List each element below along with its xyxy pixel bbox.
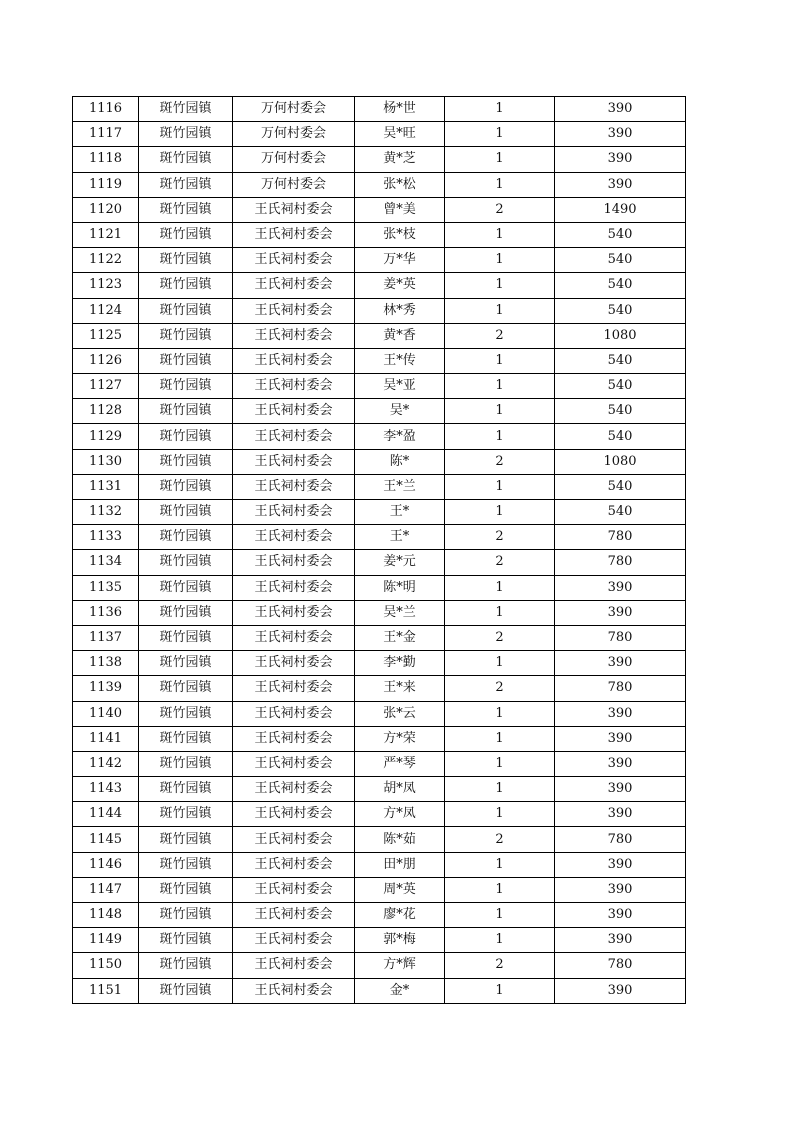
amount-cell: 780: [555, 953, 686, 978]
village-committee-cell: 王氏祠村委会: [233, 751, 355, 776]
name-cell: 田*朋: [355, 852, 445, 877]
amount-cell: 390: [555, 777, 686, 802]
table-row: [73, 122, 686, 147]
row-number-cell: 1118: [73, 147, 139, 172]
row-number-cell: 1136: [73, 600, 139, 625]
town-cell: 斑竹园镇: [139, 424, 233, 449]
table-body: [73, 97, 686, 1004]
row-number-cell: 1147: [73, 877, 139, 902]
village-committee-cell: 王氏祠村委会: [233, 449, 355, 474]
town-cell: 斑竹园镇: [139, 777, 233, 802]
row-number-cell: 1128: [73, 399, 139, 424]
town-cell: 斑竹园镇: [139, 550, 233, 575]
row-number-cell: 1131: [73, 474, 139, 499]
village-committee-cell: 万何村委会: [233, 97, 355, 122]
amount-cell: 390: [555, 701, 686, 726]
household-count-cell: 1: [445, 348, 555, 373]
household-count-cell: 1: [445, 852, 555, 877]
village-committee-cell: 王氏祠村委会: [233, 474, 355, 499]
village-committee-cell: 王氏祠村委会: [233, 525, 355, 550]
town-cell: 斑竹园镇: [139, 928, 233, 953]
table-row: [73, 248, 686, 273]
household-count-cell: 2: [445, 525, 555, 550]
row-number-cell: 1129: [73, 424, 139, 449]
town-cell: 斑竹园镇: [139, 399, 233, 424]
name-cell: 李*盈: [355, 424, 445, 449]
town-cell: 斑竹园镇: [139, 147, 233, 172]
row-number-cell: 1122: [73, 248, 139, 273]
household-count-cell: 1: [445, 777, 555, 802]
row-number-cell: 1121: [73, 222, 139, 247]
table-row: [73, 953, 686, 978]
row-number-cell: 1140: [73, 701, 139, 726]
amount-cell: 780: [555, 676, 686, 701]
household-count-cell: 1: [445, 802, 555, 827]
name-cell: 陈*茹: [355, 827, 445, 852]
village-committee-cell: 王氏祠村委会: [233, 852, 355, 877]
village-committee-cell: 王氏祠村委会: [233, 273, 355, 298]
household-count-cell: 1: [445, 751, 555, 776]
village-committee-cell: 王氏祠村委会: [233, 701, 355, 726]
name-cell: 方*辉: [355, 953, 445, 978]
table-row: [73, 399, 686, 424]
household-count-cell: 1: [445, 877, 555, 902]
name-cell: 金*: [355, 978, 445, 1003]
village-committee-cell: 王氏祠村委会: [233, 550, 355, 575]
row-number-cell: 1134: [73, 550, 139, 575]
village-committee-cell: 王氏祠村委会: [233, 500, 355, 525]
row-number-cell: 1146: [73, 852, 139, 877]
village-committee-cell: 王氏祠村委会: [233, 600, 355, 625]
household-count-cell: 1: [445, 726, 555, 751]
town-cell: 斑竹园镇: [139, 122, 233, 147]
household-count-cell: 2: [445, 953, 555, 978]
town-cell: 斑竹园镇: [139, 676, 233, 701]
amount-cell: 540: [555, 474, 686, 499]
table-row: [73, 197, 686, 222]
village-committee-cell: 王氏祠村委会: [233, 676, 355, 701]
row-number-cell: 1127: [73, 374, 139, 399]
town-cell: 斑竹园镇: [139, 449, 233, 474]
name-cell: 胡*凤: [355, 777, 445, 802]
household-count-cell: 2: [445, 550, 555, 575]
amount-cell: 390: [555, 903, 686, 928]
amount-cell: 540: [555, 500, 686, 525]
name-cell: 廖*花: [355, 903, 445, 928]
town-cell: 斑竹园镇: [139, 500, 233, 525]
town-cell: 斑竹园镇: [139, 600, 233, 625]
amount-cell: 540: [555, 399, 686, 424]
name-cell: 周*英: [355, 877, 445, 902]
row-number-cell: 1143: [73, 777, 139, 802]
town-cell: 斑竹园镇: [139, 827, 233, 852]
village-committee-cell: 王氏祠村委会: [233, 777, 355, 802]
name-cell: 吴*兰: [355, 600, 445, 625]
table-row: [73, 903, 686, 928]
village-committee-cell: 王氏祠村委会: [233, 651, 355, 676]
village-committee-cell: 王氏祠村委会: [233, 399, 355, 424]
name-cell: 王*兰: [355, 474, 445, 499]
amount-cell: 780: [555, 550, 686, 575]
table-row: [73, 323, 686, 348]
name-cell: 黄*芝: [355, 147, 445, 172]
name-cell: 吴*: [355, 399, 445, 424]
table-row: [73, 600, 686, 625]
data-table: [72, 96, 686, 1004]
amount-cell: 390: [555, 978, 686, 1003]
table-row: [73, 273, 686, 298]
table-row: [73, 726, 686, 751]
table-row: [73, 424, 686, 449]
name-cell: 陈*明: [355, 575, 445, 600]
name-cell: 王*来: [355, 676, 445, 701]
household-count-cell: 2: [445, 827, 555, 852]
table-row: [73, 802, 686, 827]
name-cell: 曾*美: [355, 197, 445, 222]
town-cell: 斑竹园镇: [139, 953, 233, 978]
amount-cell: 390: [555, 877, 686, 902]
household-count-cell: 2: [445, 323, 555, 348]
table-row: [73, 978, 686, 1003]
table-row: [73, 550, 686, 575]
name-cell: 方*凤: [355, 802, 445, 827]
table-row: [73, 651, 686, 676]
row-number-cell: 1124: [73, 298, 139, 323]
town-cell: 斑竹园镇: [139, 197, 233, 222]
amount-cell: 390: [555, 928, 686, 953]
household-count-cell: 1: [445, 903, 555, 928]
table-row: [73, 751, 686, 776]
table-row: [73, 827, 686, 852]
row-number-cell: 1135: [73, 575, 139, 600]
table-row: [73, 852, 686, 877]
town-cell: 斑竹园镇: [139, 751, 233, 776]
village-committee-cell: 王氏祠村委会: [233, 978, 355, 1003]
row-number-cell: 1126: [73, 348, 139, 373]
amount-cell: 390: [555, 147, 686, 172]
name-cell: 郭*梅: [355, 928, 445, 953]
household-count-cell: 2: [445, 197, 555, 222]
village-committee-cell: 王氏祠村委会: [233, 248, 355, 273]
name-cell: 陈*: [355, 449, 445, 474]
amount-cell: 390: [555, 122, 686, 147]
town-cell: 斑竹园镇: [139, 298, 233, 323]
table-row: [73, 701, 686, 726]
village-committee-cell: 王氏祠村委会: [233, 726, 355, 751]
town-cell: 斑竹园镇: [139, 877, 233, 902]
village-committee-cell: 王氏祠村委会: [233, 953, 355, 978]
table-row: [73, 97, 686, 122]
amount-cell: 780: [555, 525, 686, 550]
amount-cell: 1080: [555, 449, 686, 474]
table-row: [73, 449, 686, 474]
town-cell: 斑竹园镇: [139, 575, 233, 600]
amount-cell: 390: [555, 726, 686, 751]
household-count-cell: 1: [445, 172, 555, 197]
row-number-cell: 1130: [73, 449, 139, 474]
village-committee-cell: 王氏祠村委会: [233, 802, 355, 827]
table-row: [73, 348, 686, 373]
household-count-cell: 1: [445, 474, 555, 499]
row-number-cell: 1149: [73, 928, 139, 953]
village-committee-cell: 王氏祠村委会: [233, 625, 355, 650]
amount-cell: 390: [555, 575, 686, 600]
amount-cell: 390: [555, 172, 686, 197]
row-number-cell: 1144: [73, 802, 139, 827]
amount-cell: 780: [555, 827, 686, 852]
row-number-cell: 1132: [73, 500, 139, 525]
name-cell: 杨*世: [355, 97, 445, 122]
town-cell: 斑竹园镇: [139, 903, 233, 928]
village-committee-cell: 万何村委会: [233, 122, 355, 147]
village-committee-cell: 王氏祠村委会: [233, 197, 355, 222]
amount-cell: 780: [555, 625, 686, 650]
name-cell: 张*枝: [355, 222, 445, 247]
town-cell: 斑竹园镇: [139, 525, 233, 550]
table-row: [73, 575, 686, 600]
amount-cell: 390: [555, 651, 686, 676]
household-count-cell: 1: [445, 147, 555, 172]
table-row: [73, 777, 686, 802]
name-cell: 方*荣: [355, 726, 445, 751]
table-row: [73, 474, 686, 499]
village-committee-cell: 王氏祠村委会: [233, 903, 355, 928]
table-row: [73, 172, 686, 197]
row-number-cell: 1119: [73, 172, 139, 197]
amount-cell: 540: [555, 222, 686, 247]
table-row: [73, 928, 686, 953]
name-cell: 王*金: [355, 625, 445, 650]
village-committee-cell: 王氏祠村委会: [233, 348, 355, 373]
name-cell: 姜*元: [355, 550, 445, 575]
household-count-cell: 1: [445, 575, 555, 600]
household-count-cell: 1: [445, 500, 555, 525]
table-row: [73, 298, 686, 323]
row-number-cell: 1116: [73, 97, 139, 122]
row-number-cell: 1120: [73, 197, 139, 222]
town-cell: 斑竹园镇: [139, 97, 233, 122]
household-count-cell: 1: [445, 122, 555, 147]
household-count-cell: 1: [445, 928, 555, 953]
town-cell: 斑竹园镇: [139, 273, 233, 298]
row-number-cell: 1138: [73, 651, 139, 676]
village-committee-cell: 万何村委会: [233, 172, 355, 197]
household-count-cell: 1: [445, 222, 555, 247]
table-row: [73, 877, 686, 902]
town-cell: 斑竹园镇: [139, 726, 233, 751]
village-committee-cell: 王氏祠村委会: [233, 298, 355, 323]
household-count-cell: 1: [445, 248, 555, 273]
name-cell: 王*: [355, 525, 445, 550]
household-count-cell: 1: [445, 651, 555, 676]
town-cell: 斑竹园镇: [139, 323, 233, 348]
name-cell: 张*松: [355, 172, 445, 197]
village-committee-cell: 王氏祠村委会: [233, 928, 355, 953]
household-count-cell: 2: [445, 625, 555, 650]
household-count-cell: 1: [445, 399, 555, 424]
name-cell: 黄*香: [355, 323, 445, 348]
household-count-cell: 1: [445, 701, 555, 726]
row-number-cell: 1148: [73, 903, 139, 928]
household-count-cell: 1: [445, 97, 555, 122]
town-cell: 斑竹园镇: [139, 978, 233, 1003]
household-count-cell: 2: [445, 676, 555, 701]
name-cell: 张*云: [355, 701, 445, 726]
amount-cell: 390: [555, 852, 686, 877]
household-count-cell: 1: [445, 978, 555, 1003]
name-cell: 吴*亚: [355, 374, 445, 399]
village-committee-cell: 王氏祠村委会: [233, 323, 355, 348]
town-cell: 斑竹园镇: [139, 248, 233, 273]
household-count-cell: 1: [445, 298, 555, 323]
name-cell: 严*琴: [355, 751, 445, 776]
amount-cell: 1080: [555, 323, 686, 348]
row-number-cell: 1139: [73, 676, 139, 701]
name-cell: 吴*旺: [355, 122, 445, 147]
name-cell: 林*秀: [355, 298, 445, 323]
village-committee-cell: 王氏祠村委会: [233, 424, 355, 449]
amount-cell: 540: [555, 273, 686, 298]
table-row: [73, 374, 686, 399]
name-cell: 姜*英: [355, 273, 445, 298]
name-cell: 李*勤: [355, 651, 445, 676]
table-row: [73, 676, 686, 701]
village-committee-cell: 王氏祠村委会: [233, 222, 355, 247]
town-cell: 斑竹园镇: [139, 651, 233, 676]
row-number-cell: 1125: [73, 323, 139, 348]
household-count-cell: 1: [445, 424, 555, 449]
village-committee-cell: 王氏祠村委会: [233, 877, 355, 902]
amount-cell: 390: [555, 751, 686, 776]
amount-cell: 540: [555, 374, 686, 399]
name-cell: 万*华: [355, 248, 445, 273]
amount-cell: 540: [555, 248, 686, 273]
amount-cell: 540: [555, 424, 686, 449]
household-count-cell: 1: [445, 374, 555, 399]
row-number-cell: 1151: [73, 978, 139, 1003]
amount-cell: 390: [555, 802, 686, 827]
amount-cell: 1490: [555, 197, 686, 222]
table-row: [73, 525, 686, 550]
town-cell: 斑竹园镇: [139, 474, 233, 499]
row-number-cell: 1137: [73, 625, 139, 650]
household-count-cell: 1: [445, 273, 555, 298]
amount-cell: 390: [555, 600, 686, 625]
village-committee-cell: 王氏祠村委会: [233, 575, 355, 600]
table-row: [73, 222, 686, 247]
town-cell: 斑竹园镇: [139, 802, 233, 827]
table-row: [73, 147, 686, 172]
town-cell: 斑竹园镇: [139, 222, 233, 247]
row-number-cell: 1145: [73, 827, 139, 852]
row-number-cell: 1123: [73, 273, 139, 298]
amount-cell: 540: [555, 348, 686, 373]
town-cell: 斑竹园镇: [139, 172, 233, 197]
table-row: [73, 500, 686, 525]
name-cell: 王*传: [355, 348, 445, 373]
name-cell: 王*: [355, 500, 445, 525]
row-number-cell: 1117: [73, 122, 139, 147]
town-cell: 斑竹园镇: [139, 625, 233, 650]
amount-cell: 540: [555, 298, 686, 323]
village-committee-cell: 王氏祠村委会: [233, 374, 355, 399]
row-number-cell: 1142: [73, 751, 139, 776]
village-committee-cell: 万何村委会: [233, 147, 355, 172]
amount-cell: 390: [555, 97, 686, 122]
village-committee-cell: 王氏祠村委会: [233, 827, 355, 852]
town-cell: 斑竹园镇: [139, 852, 233, 877]
town-cell: 斑竹园镇: [139, 348, 233, 373]
town-cell: 斑竹园镇: [139, 701, 233, 726]
household-count-cell: 2: [445, 449, 555, 474]
row-number-cell: 1150: [73, 953, 139, 978]
household-count-cell: 1: [445, 600, 555, 625]
row-number-cell: 1133: [73, 525, 139, 550]
town-cell: 斑竹园镇: [139, 374, 233, 399]
table-row: [73, 625, 686, 650]
row-number-cell: 1141: [73, 726, 139, 751]
